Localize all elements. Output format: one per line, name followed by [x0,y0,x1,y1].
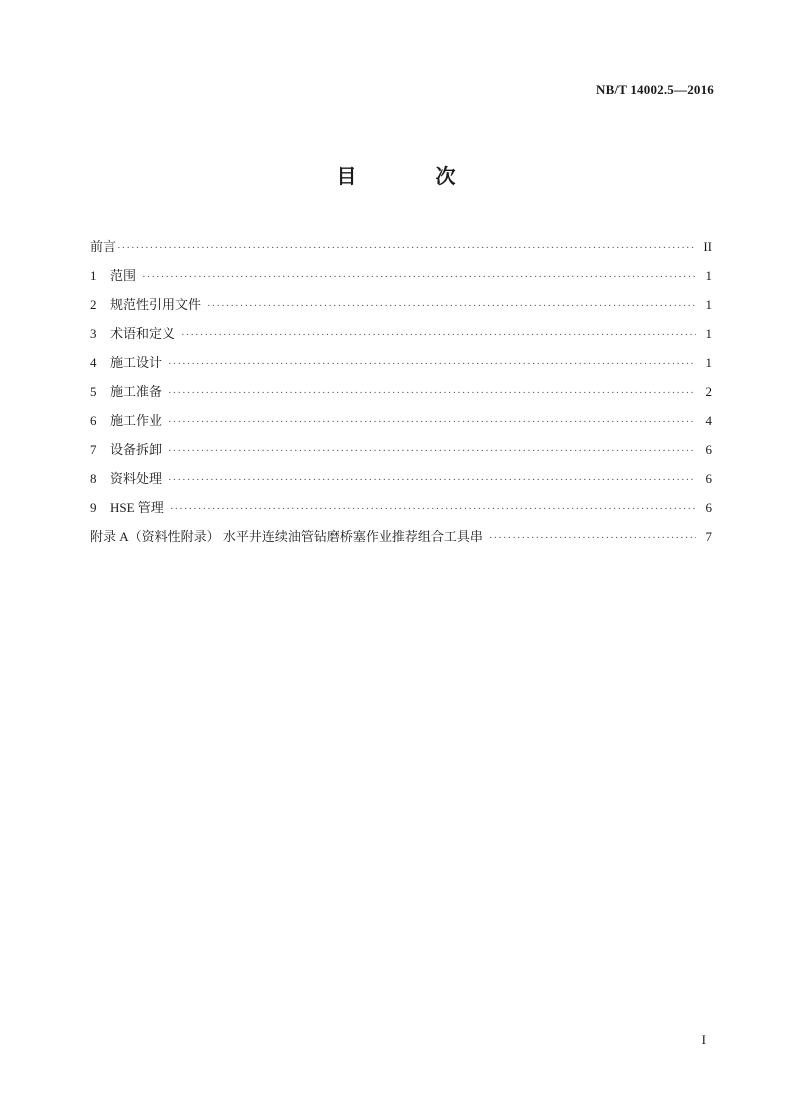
toc-entry-page: 1 [705,268,712,283]
toc-dot-leader [168,474,696,486]
toc-entry-page: 4 [705,413,712,428]
toc-entry-text: 设备拆卸 [110,442,163,457]
toc-entry-text: 资料处理 [110,471,163,486]
toc-entry-page: 1 [705,297,712,312]
toc-entry-4[interactable] [90,352,712,381]
table-of-contents [90,236,712,555]
toc-entry-text: 施工设计 [110,355,163,370]
toc-entry-page: 6 [705,442,712,457]
toc-dot-leader [181,329,696,341]
toc-entry-7[interactable] [90,439,712,468]
toc-entry-number: 2 [90,297,97,312]
toc-dot-leader [168,387,696,399]
toc-entry-number: 6 [90,413,97,428]
toc-entry-1[interactable] [90,265,712,294]
toc-entry-text: 范围 [110,268,137,283]
toc-entry-5[interactable] [90,381,712,410]
toc-entry-text: 规范性引用文件 [110,297,202,312]
toc-entry-label [90,497,164,516]
toc-entry-text: 施工准备 [110,384,163,399]
toc-entry-label [90,323,175,342]
toc-entry-label [90,265,136,284]
toc-entry-8[interactable] [90,468,712,497]
page-number: I [701,1032,706,1047]
toc-dot-leader [170,503,696,515]
toc-entry-number: 1 [90,268,97,283]
toc-entry-number: 7 [90,442,97,457]
page-title: 目 次 [336,164,492,188]
toc-entry-label [90,381,162,400]
toc-entry-6[interactable] [90,410,712,439]
toc-entry-number: 8 [90,471,97,486]
toc-dot-leader [489,532,696,544]
toc-entry-number: 3 [90,326,97,341]
toc-entry-text: HSE 管理 [110,500,164,515]
toc-entry-text: 术语和定义 [110,326,176,341]
toc-entry-number: 5 [90,384,97,399]
toc-entry-page: 6 [705,471,712,486]
toc-dot-leader [207,300,696,312]
toc-entry-page: 2 [705,384,712,399]
toc-entry-foreword[interactable] [90,236,712,265]
toc-entry-appendix-a[interactable] [90,526,712,555]
toc-entry-label: 前言 [90,239,117,254]
toc-entry-2[interactable] [90,294,712,323]
toc-entry-label [90,352,162,371]
toc-entry-label [90,468,162,487]
toc-entry-label [90,439,162,458]
toc-entry-page: 1 [705,355,712,370]
toc-entry-3[interactable] [90,323,712,352]
toc-entry-page: 1 [705,326,712,341]
toc-dot-leader [168,445,696,457]
toc-dot-leader [142,271,696,283]
toc-entry-label: 附录 A（资料性附录） 水平井连续油管钻磨桥塞作业推荐组合工具串 [90,529,483,544]
toc-entry-label [90,294,201,313]
toc-entry-9[interactable] [90,497,712,526]
toc-entry-page: 7 [705,529,712,544]
document-code: NB/T 14002.5—2016 [595,82,714,97]
toc-entry-page: II [703,239,712,254]
toc-entry-number: 4 [90,355,97,370]
toc-entry-page: 6 [705,500,712,515]
toc-entry-number: 9 [90,500,97,515]
toc-dot-leader [168,358,696,370]
toc-dot-leader [168,416,696,428]
toc-dot-leader [117,242,696,254]
toc-entry-text: 施工作业 [110,413,163,428]
toc-entry-label [90,410,162,429]
